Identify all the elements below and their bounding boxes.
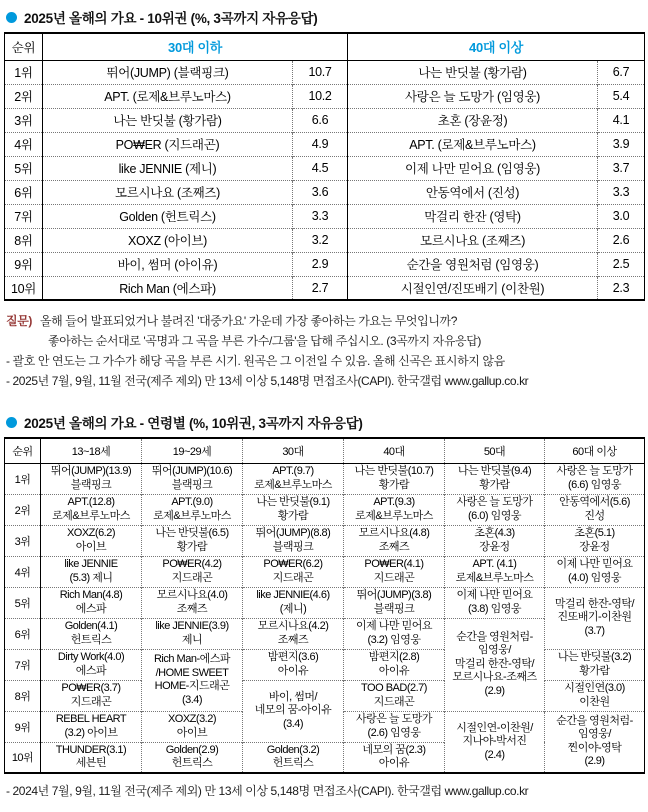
t2-song-cell bbox=[445, 525, 545, 556]
t1-row bbox=[5, 108, 645, 132]
t2-age-header: 13~18세 bbox=[41, 438, 142, 463]
t2-song-cell bbox=[445, 587, 545, 618]
t2-song-cell bbox=[142, 587, 243, 618]
t2-song-cell bbox=[445, 463, 545, 494]
t2-cell-line: 네모의 꿈(2.3) bbox=[362, 743, 426, 756]
t2-song-cell bbox=[344, 494, 445, 525]
t2-cell-line: 헌트릭스 bbox=[70, 633, 112, 646]
t2-cell-line: like JENNIE bbox=[64, 558, 118, 570]
t2-cell-line: APT.(9.0) bbox=[171, 496, 213, 508]
t2-song-cell bbox=[243, 556, 344, 587]
t2-cell-line: 순간을 영원처럼- bbox=[456, 630, 533, 643]
t2-cell-line: 이제 나만 믿어요 bbox=[456, 589, 533, 601]
t2-cell-line: XOXZ(3.2) bbox=[167, 713, 217, 725]
table2-footnote: - 2024년 7월, 9월, 11월 전국(제주 제외) 만 13세 이상 5,148명 면접조사(CAPI). 한국갤럽 www.gallup.co.kr bbox=[6, 784, 529, 798]
t2-song-cell bbox=[344, 463, 445, 494]
t1-rank-cell: 2위 bbox=[5, 84, 43, 108]
t2-song-cell bbox=[243, 463, 344, 494]
t1-left-value-cell: 3.3 bbox=[293, 204, 348, 228]
t2-cell-line: PO₩ER(4.1) bbox=[364, 558, 424, 570]
t2-song-cell bbox=[142, 494, 243, 525]
t2-cell-line: 블랙핑크 bbox=[171, 478, 213, 491]
t2-age-header: 30대 bbox=[243, 438, 344, 463]
t2-cell-line: 아이유 bbox=[277, 664, 309, 677]
t2-cell-line: 뛰어(JUMP)(3.8) bbox=[356, 589, 432, 601]
t2-rank-cell: 9위 bbox=[5, 711, 41, 742]
t2-song-cell bbox=[545, 463, 645, 494]
t2-cell-line: 사랑은 늘 도망가 bbox=[456, 496, 533, 508]
table1-title bbox=[4, 4, 644, 32]
t1-group-under30-header: 30대 이하 bbox=[43, 33, 348, 60]
t2-song-cell bbox=[545, 494, 645, 525]
t1-right-song-cell: 이제 나만 믿어요 (임영웅) bbox=[348, 156, 598, 180]
t2-age-header: 40대 bbox=[344, 438, 445, 463]
t1-row bbox=[5, 252, 645, 276]
t2-cell-line: 지나야-박서진 bbox=[462, 735, 527, 747]
t2-cell-line: 황가람 bbox=[479, 478, 510, 491]
t2-cell-line: 로제&브루노마스 bbox=[254, 478, 332, 491]
t1-left-song-cell: 나는 반딧불 (황가람) bbox=[43, 108, 293, 132]
t2-cell-line: APT.(12.8) bbox=[67, 496, 115, 508]
t2-cell-line: APT.(9.7) bbox=[272, 465, 314, 477]
t2-cell-line: /HOME SWEET bbox=[155, 666, 229, 679]
t1-right-value-cell: 3.7 bbox=[598, 156, 645, 180]
t1-left-value-cell: 4.9 bbox=[293, 132, 348, 156]
t1-left-value-cell: 3.6 bbox=[293, 180, 348, 204]
t1-header-row bbox=[5, 33, 645, 60]
t2-cell-line: 지드래곤 bbox=[272, 571, 314, 584]
t2-cell-line: 사랑은 늘 도망가 bbox=[356, 713, 432, 725]
t2-cell-line: 아이브 bbox=[176, 726, 208, 739]
t2-song-cell bbox=[344, 525, 445, 556]
t1-left-song-cell: PO₩ER (지드래곤) bbox=[43, 132, 293, 156]
t2-rank-cell: 7위 bbox=[5, 649, 41, 680]
t1-right-song-cell: APT. (로제&브루노마스) bbox=[348, 132, 598, 156]
t1-right-song-cell: 모르시나요 (조째즈) bbox=[348, 228, 598, 252]
t2-cell-line: 아이유 bbox=[378, 757, 410, 770]
t2-cell-line: 임영웅/ bbox=[478, 644, 511, 657]
t2-song-cell bbox=[545, 587, 645, 649]
t2-song-cell bbox=[41, 618, 142, 649]
t1-right-song-cell: 초혼 (장윤정) bbox=[348, 108, 598, 132]
t2-song-cell bbox=[243, 618, 344, 649]
t2-song-cell bbox=[545, 556, 645, 587]
t2-cell-line: (3.4) bbox=[282, 717, 304, 730]
t2-song-cell bbox=[243, 587, 344, 618]
note-parentheses: - 괄호 안 연도는 그 가수가 해당 곡을 부른 시기. 원곡은 그 이전일 수 있음. 올해 신곡은 표시하지 않음 bbox=[6, 354, 505, 368]
t1-row bbox=[5, 156, 645, 180]
t2-cell-line: 순간을 영원처럼- bbox=[556, 714, 633, 727]
t2-cell-line: (6.6) 임영웅 bbox=[567, 478, 622, 491]
t1-left-song-cell: 뛰어(JUMP) (블랙핑크) bbox=[43, 60, 293, 84]
t2-cell-line: 이제 나만 믿어요 bbox=[356, 620, 432, 632]
t2-cell-line: 초혼(5.1) bbox=[574, 527, 615, 539]
t1-group-over40-header: 40대 이상 bbox=[348, 33, 645, 60]
t2-row bbox=[5, 494, 645, 525]
t1-right-song-cell: 시절인연/진또배기 (이찬원) bbox=[348, 276, 598, 300]
t2-rank-cell: 6위 bbox=[5, 618, 41, 649]
question-line bbox=[6, 311, 644, 331]
t1-left-song-cell: 바이, 썸머 (아이유) bbox=[43, 252, 293, 276]
t2-song-cell bbox=[545, 711, 645, 773]
t2-cell-line: like JENNIE(3.9) bbox=[155, 620, 229, 632]
t2-cell-line: (3.2) 아이브 bbox=[64, 726, 118, 739]
t2-cell-line: 찐이야-영탁 bbox=[567, 741, 622, 754]
t1-left-song-cell: APT. (로제&브루노마스) bbox=[43, 84, 293, 108]
t1-left-value-cell: 3.2 bbox=[293, 228, 348, 252]
t2-cell-line: Rich Man(4.8) bbox=[59, 589, 123, 601]
t2-cell-line: HOME-지드래곤 bbox=[154, 680, 230, 692]
t2-rank-cell: 4위 bbox=[5, 556, 41, 587]
t1-left-value-cell: 2.7 bbox=[293, 276, 348, 300]
t2-cell-line: (제니) bbox=[279, 602, 307, 615]
t2-cell-line: (3.2) 임영웅 bbox=[367, 633, 421, 646]
t1-rank-cell: 9위 bbox=[5, 252, 43, 276]
t2-cell-line: (6.0) 임영웅 bbox=[467, 509, 522, 522]
t2-cell-line: 황가람 bbox=[378, 478, 410, 491]
t2-song-cell bbox=[344, 556, 445, 587]
t1-rank-cell: 7위 bbox=[5, 204, 43, 228]
notes-block bbox=[6, 311, 644, 391]
t2-song-cell bbox=[243, 494, 344, 525]
t1-right-song-cell: 사랑은 늘 도망가 (임영웅) bbox=[348, 84, 598, 108]
t2-song-cell bbox=[445, 618, 545, 711]
t1-right-value-cell: 6.7 bbox=[612, 65, 630, 79]
t2-row bbox=[5, 649, 645, 680]
t1-row bbox=[5, 228, 645, 252]
t2-cell-line: 황가람 bbox=[579, 664, 610, 677]
top10-table bbox=[4, 32, 645, 301]
t2-row bbox=[5, 556, 645, 587]
t2-age-header: 50대 bbox=[445, 438, 545, 463]
t2-header-row bbox=[5, 438, 645, 463]
t1-right-value-cell: 4.1 bbox=[598, 108, 645, 132]
t2-cell-line: 아이브 bbox=[75, 540, 107, 553]
t1-rank-cell: 1위 bbox=[5, 60, 43, 84]
t1-right-value-cell: 3.0 bbox=[598, 204, 645, 228]
bullet-icon bbox=[6, 12, 17, 23]
t1-row bbox=[5, 60, 645, 84]
t2-song-cell bbox=[344, 587, 445, 618]
t2-cell-line: REBEL HEART bbox=[55, 713, 127, 725]
t2-cell-line: 헌트릭스 bbox=[272, 757, 314, 770]
t2-cell-line: 아이유 bbox=[378, 664, 410, 677]
t2-cell-line: 이제 나만 믿어요 bbox=[556, 558, 633, 570]
t2-rank-cell: 3위 bbox=[5, 525, 41, 556]
t2-song-cell bbox=[243, 649, 344, 680]
t2-cell-line: 에스파 bbox=[75, 602, 107, 615]
bullet-icon bbox=[6, 417, 17, 428]
t1-left-value-cell: 2.9 bbox=[293, 252, 348, 276]
question-label: 질문) bbox=[6, 314, 32, 328]
t2-cell-line: 시절인연-이찬원/ bbox=[456, 721, 533, 734]
t2-cell-line: 황가람 bbox=[176, 540, 208, 553]
t1-right-value-cell: 3.9 bbox=[598, 132, 645, 156]
table2-title-text: 2025년 올해의 가요 - 연령별 (%, 10위권, 3곡까지 자유응답) bbox=[24, 416, 363, 431]
t2-song-cell bbox=[243, 680, 344, 742]
t2-song-cell bbox=[41, 649, 142, 680]
t2-song-cell bbox=[344, 649, 445, 680]
t1-right-value-cell: 2.6 bbox=[598, 228, 645, 252]
t1-right-song-cell: 순간을 영원처럼 (임영웅) bbox=[348, 252, 598, 276]
t2-song-cell bbox=[142, 556, 243, 587]
t2-cell-line: (3.7) bbox=[584, 624, 605, 637]
t2-song-cell bbox=[142, 618, 243, 649]
t1-row bbox=[5, 276, 645, 300]
t2-row bbox=[5, 525, 645, 556]
t2-song-cell bbox=[41, 587, 142, 618]
t1-left-song-cell: Rich Man (에스파) bbox=[43, 276, 293, 300]
t2-rank-cell: 2위 bbox=[5, 494, 41, 525]
t1-left-song-cell: 모르시나요 (조째즈) bbox=[43, 180, 293, 204]
t1-row bbox=[5, 132, 645, 156]
t2-age-header: 60대 이상 bbox=[545, 438, 645, 463]
t2-row bbox=[5, 463, 645, 494]
t2-song-cell bbox=[142, 742, 243, 773]
t1-row bbox=[5, 180, 645, 204]
t2-cell-line: PO₩ER(4.2) bbox=[162, 558, 222, 570]
t2-cell-line: 이찬원 bbox=[579, 695, 610, 708]
t2-cell-line: 뛰어(JUMP)(10.6) bbox=[151, 465, 233, 477]
t2-cell-line: 뛰어(JUMP)(13.9) bbox=[50, 465, 132, 477]
t1-rank-cell: 4위 bbox=[5, 132, 43, 156]
t2-cell-line: 바이, 썸머/ bbox=[268, 690, 318, 703]
t1-right-value-cell: 2.3 bbox=[598, 276, 645, 300]
t2-cell-line: 블랙핑크 bbox=[373, 602, 415, 615]
t2-cell-line: 막걸리 한잔-영탁/ bbox=[554, 597, 635, 610]
t2-cell-line: 시절인연(3.0) bbox=[564, 682, 625, 694]
t1-rank-cell: 3위 bbox=[5, 108, 43, 132]
t1-rank-cell: 8위 bbox=[5, 228, 43, 252]
t2-cell-line: (2.4) bbox=[484, 748, 505, 761]
t2-cell-line: 장윤정 bbox=[479, 540, 510, 553]
t2-cell-line: 세븐틴 bbox=[75, 757, 107, 770]
t1-left-value-cell: 6.6 bbox=[293, 108, 348, 132]
t2-cell-line: 헌트릭스 bbox=[171, 757, 213, 770]
t2-cell-line: 진또배기-이찬원 bbox=[557, 611, 632, 624]
t2-cell-line: 조째즈 bbox=[378, 540, 410, 553]
t2-song-cell bbox=[445, 494, 545, 525]
t2-song-cell bbox=[243, 742, 344, 773]
t2-song-cell bbox=[142, 649, 243, 711]
t1-right-song-cell: 나는 반딧불 (황가람) bbox=[348, 60, 598, 84]
t2-cell-line: 나는 반딧불(9.1) bbox=[256, 496, 330, 508]
t2-song-cell bbox=[41, 556, 142, 587]
t2-cell-line: 조째즈 bbox=[277, 633, 309, 646]
table1-title-text: 2025년 올해의 가요 - 10위권 (%, 3곡까지 자유응답) bbox=[24, 11, 318, 26]
question-text: 올해 들어 발표되었거나 불려진 '대중가요' 가운데 가장 좋아하는 가요는 무엇입니까? bbox=[39, 314, 457, 328]
t2-cell-line: APT.(9.3) bbox=[373, 496, 415, 508]
t2-cell-line: 황가람 bbox=[277, 509, 309, 522]
t2-song-cell bbox=[344, 711, 445, 742]
t1-left-value-cell: 4.5 bbox=[293, 156, 348, 180]
t2-cell-line: 로제&브루노마스 bbox=[455, 571, 534, 584]
t2-cell-line: Golden(3.2) bbox=[266, 743, 320, 756]
t2-cell-line: 모르시나요-조째즈 bbox=[452, 671, 537, 684]
t2-cell-line: 조째즈 bbox=[176, 602, 208, 615]
t2-song-cell bbox=[41, 742, 142, 773]
t1-right-value-cell: 3.3 bbox=[598, 180, 645, 204]
t2-cell-line: 막걸리 한잔-영탁/ bbox=[454, 657, 535, 670]
t2-cell-line: 지드래곤 bbox=[373, 571, 415, 584]
t2-cell-line: 지드래곤 bbox=[373, 695, 415, 708]
t2-cell-line: THUNDER(3.1) bbox=[55, 743, 127, 756]
t2-song-cell bbox=[142, 711, 243, 742]
t1-right-value-cell: 5.4 bbox=[598, 84, 645, 108]
t2-cell-line: 로제&브루노마스 bbox=[355, 509, 433, 522]
t2-cell-line: 지드래곤 bbox=[171, 571, 213, 584]
t2-cell-line: 제니 bbox=[181, 633, 203, 646]
t2-cell-line: 뛰어(JUMP)(8.8) bbox=[255, 527, 331, 539]
question-text-2: 좋아하는 순서대로 '곡명과 그 곡을 부른 가수/그룹'을 답해 주십시오. (3곡까지 자유응답) bbox=[48, 334, 481, 348]
t2-cell-line: 초혼(4.3) bbox=[474, 527, 515, 539]
t2-song-cell bbox=[344, 680, 445, 711]
t2-cell-line: 네모의 꿈-아이유 bbox=[254, 704, 332, 717]
t1-rank-header: 순위 bbox=[5, 33, 43, 60]
t2-cell-line: 지드래곤 bbox=[70, 695, 112, 708]
t2-cell-line: 장윤정 bbox=[579, 540, 610, 553]
t2-cell-line: (5.3) 제니 bbox=[69, 571, 113, 584]
t2-song-cell bbox=[41, 494, 142, 525]
t2-cell-line: APT. (4.1) bbox=[472, 558, 517, 570]
t2-age-header: 19~29세 bbox=[142, 438, 243, 463]
t2-rank-cell: 1위 bbox=[5, 463, 41, 494]
t1-left-value-cell: 10.7 bbox=[293, 60, 348, 84]
t2-cell-line: 나는 반딧불(9.4) bbox=[457, 465, 532, 477]
t2-cell-line: (2.9) bbox=[584, 755, 605, 768]
t2-cell-line: 나는 반딧불(10.7) bbox=[354, 465, 434, 477]
t2-song-cell bbox=[545, 680, 645, 711]
t2-cell-line: 나는 반딧불(3.2) bbox=[557, 651, 632, 663]
t2-cell-line: 블랙핑크 bbox=[272, 540, 314, 553]
t2-cell-line: PO₩ER(6.2) bbox=[263, 558, 323, 570]
t2-cell-line: Rich Man-에스파 bbox=[153, 653, 230, 665]
t2-cell-line: (2.9) bbox=[484, 684, 505, 697]
t2-song-cell bbox=[41, 463, 142, 494]
t2-rank-cell: 5위 bbox=[5, 587, 41, 618]
t2-cell-line: like JENNIE(4.6) bbox=[256, 589, 330, 601]
table2-title bbox=[4, 409, 644, 437]
t2-cell-line: Dirty Work(4.0) bbox=[57, 651, 125, 663]
t2-song-cell bbox=[243, 525, 344, 556]
t2-cell-line: 에스파 bbox=[75, 664, 107, 677]
t2-cell-line: PO₩ER(3.7) bbox=[61, 682, 121, 694]
t2-cell-line: 안동역에서(5.6) bbox=[559, 496, 630, 508]
t2-rank-cell: 10위 bbox=[5, 742, 41, 773]
t2-cell-line: XOXZ(6.2) bbox=[66, 527, 116, 539]
by-age-table bbox=[4, 437, 645, 774]
t2-cell-line: 모르시나요(4.8) bbox=[358, 527, 430, 539]
t2-cell-line: 사랑은 늘 도망가 bbox=[556, 465, 633, 477]
t2-song-cell bbox=[445, 556, 545, 587]
t2-cell-line: 로제&브루노마스 bbox=[52, 509, 130, 522]
t2-rank-cell: 8위 bbox=[5, 680, 41, 711]
t2-cell-line: 진성 bbox=[584, 509, 605, 522]
t2-cell-line: Golden(2.9) bbox=[165, 743, 219, 756]
t1-row bbox=[5, 84, 645, 108]
note-survey-info: - 2025년 7월, 9월, 11월 전국(제주 제외) 만 13세 이상 5,148명 면접조사(CAPI). 한국갤럽 www.gallup.co.kr bbox=[6, 374, 529, 388]
t2-cell-line: 밤편지(2.8) bbox=[368, 651, 420, 663]
t1-rank-cell: 5위 bbox=[5, 156, 43, 180]
t1-rank-cell: 6위 bbox=[5, 180, 43, 204]
t2-song-cell bbox=[344, 618, 445, 649]
t2-song-cell bbox=[445, 711, 545, 773]
t2-cell-line: (3.8) 임영웅 bbox=[467, 602, 522, 615]
t2-cell-line: 모르시나요(4.2) bbox=[257, 620, 329, 632]
t2-song-cell bbox=[142, 463, 243, 494]
t1-right-value-cell: 2.5 bbox=[598, 252, 645, 276]
t1-right-song-cell: 안동역에서 (진성) bbox=[348, 180, 598, 204]
t2-cell-line: 모르시나요(4.0) bbox=[156, 589, 228, 601]
t2-row bbox=[5, 587, 645, 618]
t2-cell-line: 블랙핑크 bbox=[70, 478, 112, 491]
t2-song-cell bbox=[142, 525, 243, 556]
t1-row bbox=[5, 204, 645, 228]
t2-cell-line: (4.0) 임영웅 bbox=[567, 571, 622, 584]
t2-cell-line: Golden(4.1) bbox=[64, 620, 118, 632]
t2-song-cell bbox=[41, 711, 142, 742]
t2-row bbox=[5, 680, 645, 711]
t1-left-song-cell: XOXZ (아이브) bbox=[43, 228, 293, 252]
t2-song-cell bbox=[545, 649, 645, 680]
t2-cell-line: 임영웅/ bbox=[578, 728, 611, 741]
t2-song-cell bbox=[344, 742, 445, 773]
t2-cell-line: 나는 반딧불(6.5) bbox=[155, 527, 229, 539]
t2-song-cell bbox=[545, 525, 645, 556]
t2-cell-line: 밤편지(3.6) bbox=[267, 651, 319, 663]
t2-song-cell bbox=[41, 680, 142, 711]
t2-cell-line: 로제&브루노마스 bbox=[153, 509, 231, 522]
t2-rank-header: 순위 bbox=[5, 438, 41, 463]
t1-left-song-cell: like JENNIE (제니) bbox=[43, 156, 293, 180]
t1-left-song-cell: Golden (헌트릭스) bbox=[43, 204, 293, 228]
t2-cell-line: TOO BAD(2.7) bbox=[361, 682, 427, 694]
t1-rank-cell: 10위 bbox=[5, 276, 43, 300]
t2-cell-line: (3.4) bbox=[181, 693, 203, 706]
t1-left-value-cell: 10.2 bbox=[293, 84, 348, 108]
t2-song-cell bbox=[41, 525, 142, 556]
t1-right-song-cell: 막걸리 한잔 (영탁) bbox=[348, 204, 598, 228]
t2-cell-line: (2.6) 임영웅 bbox=[367, 726, 421, 739]
